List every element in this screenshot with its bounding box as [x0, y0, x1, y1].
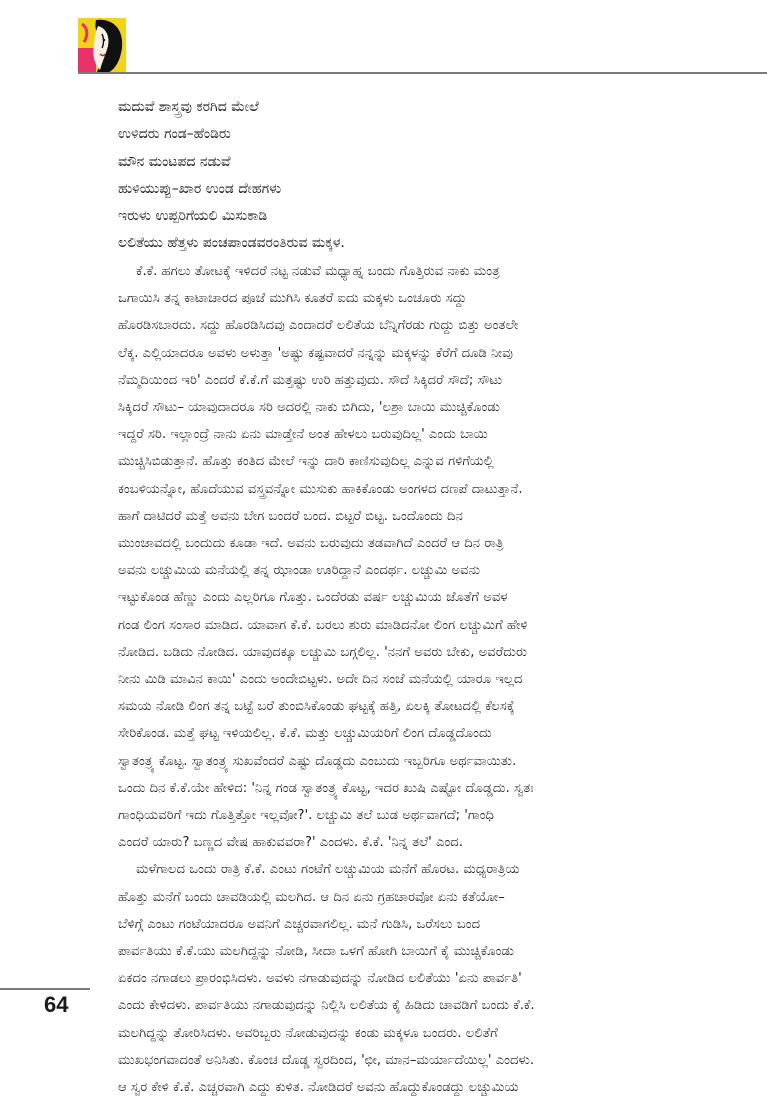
poem-line: ಮೌನ ಮಂಟಪದ ನಡುವೆ: [118, 153, 231, 170]
paragraph-line: ಹಾಗೆ ದಾಟಿದರೆ ಮತ್ತೆ ಅವನು ಬೇಗ ಬಂದರೆ ಬಂದ. ಬಿಟ್ಟರೆ ಬಿಟ್ಟ. ಒಂದೊಂದು ದಿನ: [118, 508, 463, 524]
paragraph-line: ಹೊರಡಿಸಬಾರದು. ಸದ್ದು ಹೊರಡಿಸಿದವು ಎಂದಾದರೆ ಲಲಿತೆಯ ಬೆನ್ನಿಗೆರಡು ಗುದ್ದು ಬಿತ್ತು ಅಂತಲೇ: [118, 318, 519, 334]
poem-line: ಮದುವೆ ಶಾಸ್ತ್ರವು ಕರಗಿದ ಮೇಲೆ: [118, 99, 259, 115]
poem-stanza: [118, 94, 718, 258]
paragraph-line: ಒಂದು ದಿನ ಕೆ.ಕೆ.ಯೇ ಹೇಳಿದ: 'ನಿನ್ನ ಗಂಡ ಸ್ವಾತಂತ್ರ್ಯ ಕೊಟ್ಟ, ಇದರ ಖುಷಿ ಎಷ್ಟೋ ದೊಡ್ಡದು. ಸ್ವತಃ: [118, 780, 534, 796]
paragraph-line: ಮಲಗಿದ್ದನ್ನು ತೋರಿಸಿದಳು. ಅವರಿಬ್ಬರು ನೋಡುವುದನ್ನು ಕಂಡು ಮಕ್ಕಳೂ ಬಂದರು. ಲಲಿತೆಗೆ: [118, 1025, 498, 1041]
paragraph-line: ಎಂದು ಕೇಳಿದಳು. ಪಾರ್ವತಿಯು ನಗಾಡುವುದನ್ನು ನಿಲ್ಲಿಸಿ ಲಲಿತೆಯ ಕೈ ಹಿಡಿದು ಚಾವಡಿಗೆ ಬಂದು ಕೆ.ಕೆ.: [118, 998, 535, 1014]
paragraph-line: ಮುಖಭಂಗವಾದಂತೆ ಅನಿಸಿತು. ಕೊಂಚ ದೊಡ್ಡ ಸ್ವರದಿಂದ, 'ಛೀ, ಮಾನ–ಮರ್ಯಾದೆಯಿಲ್ಲ' ಎಂದಳು.: [118, 1052, 535, 1068]
paragraph-line: ಒಗಾಯಿಸಿ ತನ್ನ ಕಾಟಾಚಾರದ ಪೂಜೆ ಮುಗಿಸಿ ಕೂತರೆ ಐದು ಮಕ್ಕಳು ಒಂಚೂರು ಸದ್ದು: [118, 291, 467, 307]
paragraph-line: ಇದ್ದರೆ ಸರಿ. ಇಲ್ಲಾಂದ್ರೆ ನಾನು ಏನು ಮಾಡ್ತೇನೆ ಅಂತ ಹೇಳಲು ಬರುವುದಿಲ್ಲ' ಎಂದು ಬಾಯಿ: [118, 427, 488, 443]
paragraph-line: ಇಟ್ಟುಕೊಂಡ ಹೆಣ್ಣು ಎಂದು ಎಲ್ಲರಿಗೂ ಗೊತ್ತು. ಒಂದೆರಡು ವರ್ಷ ಲಚ್ಚುಮಿಯ ಜೊತೆಗೆ ಅವಳ: [118, 590, 508, 606]
paragraph-line: ನೆಮ್ಮದಿಯಿಂದ ಇರಿ' ಎಂದರೆ ಕೆ.ಕೆ.ಗೆ ಮತ್ತಷ್ಟು ಉರಿ ಹತ್ತುವುದು. ಸೌದೆ ಸಿಕ್ಕಿದರೆ ಸೌದೆ; ಸೌಟು: [118, 372, 503, 388]
page-number: 64: [44, 992, 69, 1017]
paragraph-line: ಅವನು ಲಚ್ಚುಮಿಯ ಮನೆಯಲ್ಲಿ ತನ್ನ ಝಾಂಡಾ ಊರಿದ್ದಾನೆ ಎಂದರ್ಥ. ಲಚ್ಚುಮಿ ಅವನು: [118, 563, 481, 579]
paragraph-line: ಮುಂಜಾವದಲ್ಲಿ ಬಂದುದು ಕೂಡಾ ಇದೆ. ಅವನು ಬರುವುದು ತಡವಾಗಿದೆ ಎಂದರೆ ಆ ದಿನ ರಾತ್ರಿ: [118, 536, 504, 552]
paragraph-line: ಪಾರ್ವತಿಯು ಕೆ.ಕೆ.ಯು ಮಲಗಿದ್ದನ್ನು ನೋಡಿ, ಸೀದಾ ಒಳಗೆ ಹೋಗಿ ಬಾಯಿಗೆ ಕೈ ಮುಚ್ಚಿಕೊಂಡು: [118, 944, 515, 960]
woman-portrait-logo-icon: [78, 18, 126, 74]
poem-line: ಇರುಳು ಉಪ್ಪರಿಗೆಯಲಿ ಮಿಸುಕಾಡಿ: [118, 208, 268, 225]
paragraph-line: ನೋಡಿದ. ಬಡಿದು ನೋಡಿದ. ಯಾವುದಕ್ಕೂ ಲಚ್ಚುಮಿ ಬಗ್ಗಲಿಲ್ಲ. 'ನನಗೆ ಅವರು ಬೇಕು, ಅವರೆದುರು: [118, 644, 528, 660]
paragraph-line: ಲೆಕ್ಕ. ಎಲ್ಲಿಯಾದರೂ ಅವಳು ಅಳುತ್ತಾ 'ಅಷ್ಟು ಕಷ್ಟವಾದರೆ ನನ್ನನ್ನು ಮಕ್ಕಳನ್ನು ಕೆರೆಗೆ ದೂಡಿ ನೀವು: [118, 345, 513, 361]
paragraph-line: ಗಾಂಧಿಯವರಿಗೆ ಇದು ಗೊತ್ತಿತ್ತೋ ಇಲ್ಲವೋ?'. ಲಚ್ಚುಮಿ ತಲೆ ಬುಡ ಅರ್ಥವಾಗದೆ; 'ಗಾಂಧಿ: [118, 808, 495, 824]
paragraph-line: ನೀನು ಮಿಡಿ ಮಾವಿನ ಕಾಯಿ' ಎಂದು ಅಂದೇಬಿಟ್ಟಳು. ಅದೇ ದಿನ ಸಂಜೆ ಮನೆಯಲ್ಲಿ ಯಾರೂ ಇಲ್ಲದ: [118, 672, 523, 688]
footer-rule: [0, 988, 90, 990]
paragraph-line: ಮುಚ್ಚಿಸಿಬಿಡುತ್ತಾನೆ. ಹೊತ್ತು ಕಂತಿದ ಮೇಲೆ ಇನ್ನು ದಾರಿ ಕಾಣಿಸುವುದಿಲ್ಲ ಎನ್ನುವ ಗಳಿಗೆಯಲ್ಲಿ: [118, 454, 494, 470]
paragraph-line: ಸಿಕ್ಕಿದರೆ ಸೌಟು– ಯಾವುದಾದರೂ ಸರಿ ಅದರಲ್ಲಿ ನಾಕು ಬಿಗಿದು, 'ಲಶ್ರಾ ಬಾಯಿ ಮುಚ್ಚಿಕೊಂಡು: [118, 400, 500, 416]
header-rule: [78, 72, 767, 74]
prose-body: [118, 258, 730, 1101]
paragraph-line: ಮಳೆಗಾಲದ ಒಂದು ರಾತ್ರಿ ಕೆ.ಕೆ. ಎಂಟು ಗಂಟೆಗೆ ಲಚ್ಚುಮಿಯ ಮನೆಗೆ ಹೊರಟ. ಮಧ್ಯರಾತ್ರಿಯ: [136, 862, 520, 878]
paragraph-line: ಎಂದರೆ ಯಾರು? ಬಣ್ಣದ ವೇಷ ಹಾಕುವವರಾ?' ಎಂದಳು. ಕೆ.ಕೆ. 'ನಿನ್ನ ತಲೆ' ಎಂದ.: [118, 835, 463, 851]
poem-line: ಉಳಿದರು ಗಂಡ–ಹೆಂಡಿರು: [118, 126, 231, 143]
poem-line: ಲಲಿತೆಯು ಹೆತ್ತಳು ಪಂಚಪಾಂಡವರಂತಿರುವ ಮಕ್ಕಳ.: [118, 235, 345, 252]
paragraph-line: ಗಂಡ ಲಿಂಗ ಸಂಸಾರ ಮಾಡಿದ. ಯಾವಾಗ ಕೆ.ಕೆ. ಬರಲು ಶುರು ಮಾಡಿದನೋ ಲಿಂಗ ಲಚ್ಚುಮಿಗೆ ಹೇಳಿ: [118, 617, 528, 633]
paragraph-line: ಸ್ವಾತಂತ್ರ್ಯ ಕೊಟ್ಟ. ಸ್ವಾತಂತ್ರ್ಯ ಸುಖವೆಂದರೆ ಎಷ್ಟು ದೊಡ್ಡದು ಎಂಬುದು ಇಬ್ಬರಿಗೂ ಅರ್ಥವಾಯಿತು.: [118, 753, 517, 769]
paragraph-line: ಏಕದಂ ನಗಾಡಲು ಪ್ರಾರಂಭಿಸಿದಳು. ಅವಳು ನಗಾಡುವುದನ್ನು ನೋಡಿದ ಲಲಿತೆಯು 'ಏನು ಪಾರ್ವತಿ': [118, 971, 522, 987]
paragraph-line: ಹೊತ್ತು ಮನೆಗೆ ಬಂದು ಚಾವಡಿಯಲ್ಲಿ ಮಲಗಿದ. ಆ ದಿನ ಏನು ಗ್ರಹಚಾರವೋ ಏನು ಕತೆಯೋ–: [118, 889, 505, 905]
poem-line: ಹುಳಿಯುಪ್ಪು–ಖಾರ ಉಂಡ ದೇಹಗಳು: [118, 180, 282, 197]
paragraph-line: ಬೆಳಿಗ್ಗೆ ಎಂಟು ಗಂಟೆಯಾದರೂ ಅವನಿಗೆ ಎಚ್ಚರವಾಗಲಿಲ್ಲ. ಮನೆ ಗುಡಿಸಿ, ಒರೆಸಲು ಬಂದ: [118, 916, 481, 932]
paragraph-line: ಆ ಸ್ವರ ಕೇಳಿ ಕೆ.ಕೆ. ಎಚ್ಚರವಾಗಿ ಎದ್ದು ಕುಳಿತ. ನೋಡಿದರೆ ಅವನು ಹೊದ್ದುಕೊಂಡದ್ದು ಲಚ್ಚುಮಿಯ: [118, 1080, 519, 1096]
paragraph-line: ಕೆ.ಕೆ. ಹಗಲು ತೋಟಕ್ಕೆ ಇಳಿದರೆ ನಟ್ಟ ನಡುವೆ ಮಧ್ಯಾಹ್ನ ಬಂದು ಗೊತ್ತಿರುವ ನಾಕು ಮಂತ್ರ: [136, 264, 500, 279]
paragraph-line: ಕಂಬಳಿಯನ್ನೋ, ಹೊದೆಯುವ ವಸ್ತ್ರವನ್ನೋ ಮುಸುಕು ಹಾಕಿಕೊಂಡು ಅಂಗಳದ ದಣಪೆ ದಾಟುತ್ತಾನೆ.: [118, 481, 523, 497]
paragraph-line: ಸೇರಿಕೊಂಡ. ಮತ್ತೆ ಘಟ್ಟ ಇಳಿಯಲಿಲ್ಲ. ಕೆ.ಕೆ. ಮತ್ತು ಲಚ್ಚುಮಿಯರಿಗೆ ಲಿಂಗ ದೊಡ್ಡದೊಂದು: [118, 726, 492, 742]
paragraph-line: ಸಮಯ ನೋಡಿ ಲಿಂಗ ತನ್ನ ಬಟ್ಟೆ ಬರೆ ತುಂಬಿಸಿಕೊಂಡು ಘಟ್ಟಕ್ಕೆ ಹತ್ತಿ, ಏಲಕ್ಕಿ ತೋಟದಲ್ಲಿ ಕೆಲಸಕ್ಕೆ: [118, 699, 515, 715]
